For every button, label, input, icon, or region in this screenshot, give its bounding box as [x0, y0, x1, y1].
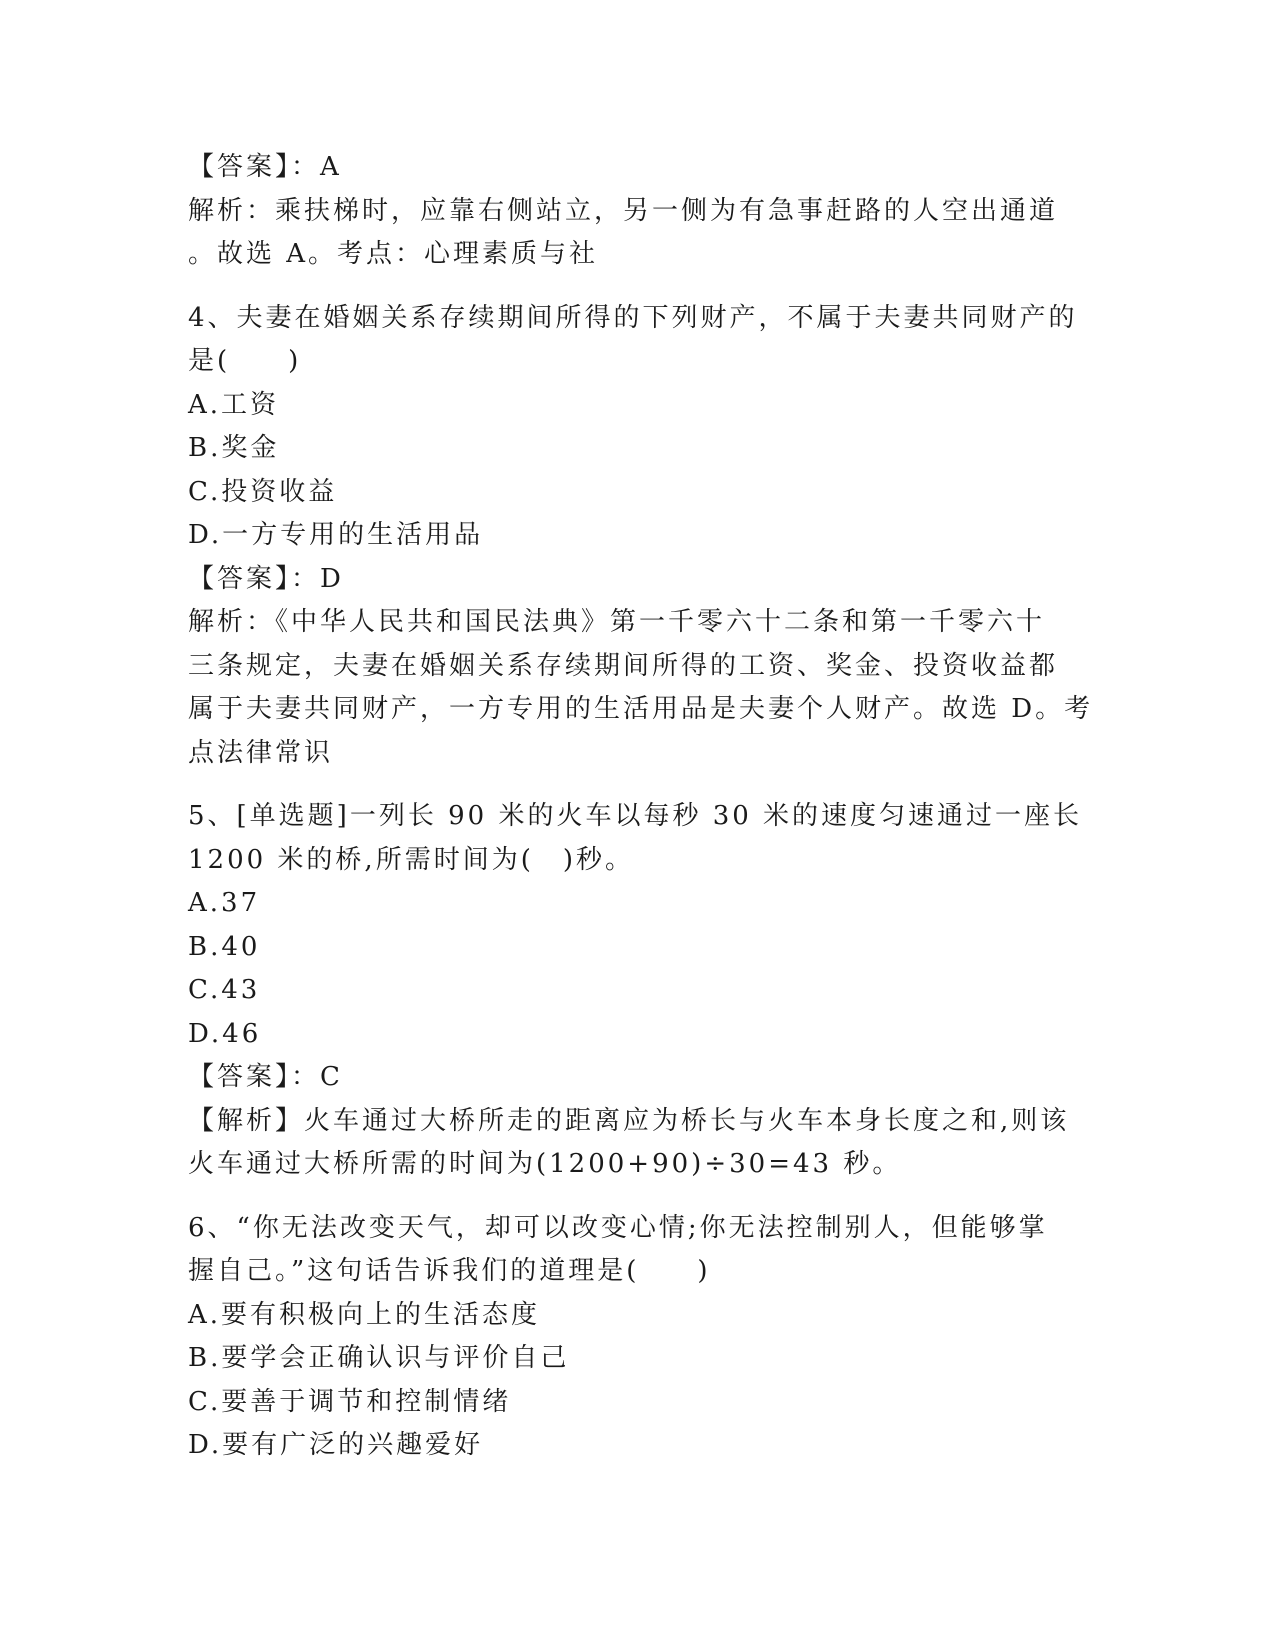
q4-analysis-line-4: 点法律常识	[188, 737, 334, 768]
q4-analysis-line-1: 解析：《中华人民共和国民法典》第一千零六十二条和第一千零六十	[188, 607, 1046, 637]
q4-stem-line-2: 是( )	[188, 346, 302, 376]
q6-stem-line-2: 握自己。”这句话告诉我们的道理是( )	[188, 1256, 711, 1286]
q5-stem-line-1: 5、[单选题]一列长 90 米的火车以每秒 30 米的速度匀速通过一座长	[188, 801, 1083, 831]
q5-answer: 【答案】：C	[188, 1062, 343, 1092]
q5-analysis-line-2: 火车通过大桥所需的时间为(1200+90)÷30=43 秒。	[188, 1149, 902, 1179]
q5-stem-line-2: 1200 米的桥,所需时间为( )秒。	[188, 844, 634, 875]
q6-option-d: D.要有广泛的兴趣爱好	[188, 1430, 484, 1460]
q4-answer: 【答案】：D	[188, 563, 344, 594]
q4-option-a: A.工资	[188, 389, 280, 420]
q6-option-a: A.要有积极向上的生活态度	[188, 1299, 541, 1330]
spacer	[188, 1187, 1088, 1207]
q4-stem-line-1: 4、夫妻在婚姻关系存续期间所得的下列财产，不属于夫妻共同财产的	[188, 302, 1078, 333]
q3-answer: 【答案】：A	[188, 152, 342, 182]
q4-option-b: B.奖金	[188, 433, 280, 463]
q4-option-d: D.一方专用的生活用品	[188, 520, 484, 550]
spacer	[188, 775, 1088, 795]
q3-analysis-line-1: 解析：乘扶梯时，应靠右侧站立，另一侧为有急事赶路的人空出通道	[188, 195, 1059, 226]
q4-analysis-line-3: 属于夫妻共同财产，一方专用的生活用品是夫妻个人财产。故选 D。考	[188, 694, 1094, 724]
q6-option-b: B.要学会正确认识与评价自己	[188, 1343, 570, 1373]
q5-option-d: D.46	[188, 1018, 262, 1049]
q5-analysis-line-1: 【解析】火车通过大桥所走的距离应为桥长与火车本身长度之和,则该	[188, 1105, 1070, 1136]
q4-analysis-line-2: 三条规定，夫妻在婚姻关系存续期间所得的工资、奖金、投资收益都	[188, 650, 1059, 681]
spacer	[188, 277, 1088, 297]
q5-option-b: B.40	[188, 931, 261, 962]
q6-option-c: C.要善于调节和控制情绪	[188, 1386, 512, 1417]
q5-option-a: A.37	[188, 888, 261, 918]
q4-option-c: C.投资收益	[188, 476, 338, 507]
q5-option-c: C.43	[188, 975, 261, 1005]
q3-analysis-line-2: 。故选 A。考点：心理素质与社	[188, 239, 599, 269]
q6-stem-line-1: 6、“你无法改变天气，却可以改变心情;你无法控制别人，但能够掌	[188, 1212, 1048, 1243]
document-body	[188, 146, 1094, 1468]
